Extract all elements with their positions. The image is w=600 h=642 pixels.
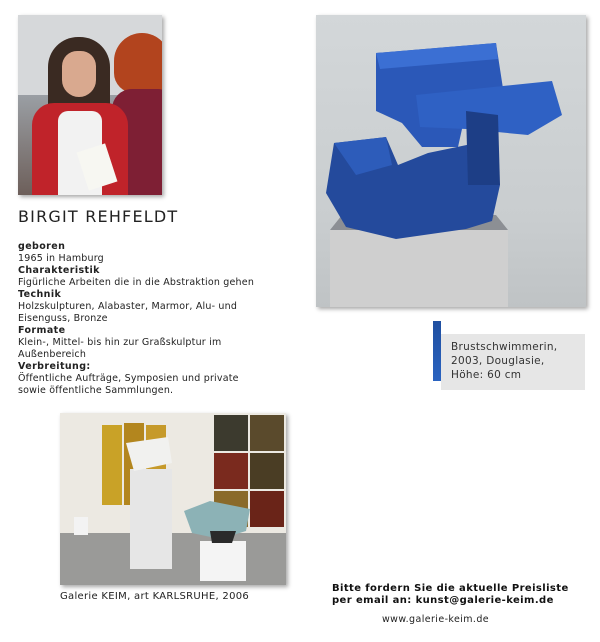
formats-heading: Formate [18,325,66,336]
artwork-caption-line: 2003, Douglasie, [451,355,545,367]
website-link[interactable]: www.galerie-keim.de [382,614,490,625]
technique-heading: Technik [18,289,62,300]
sculpture-photo [316,15,586,307]
characteristic-heading: Charakteristik [18,265,100,276]
formats-text: Klein-, Mittel- bis hin zur Graßskulptur im [18,337,222,348]
gallery-exhibition-photo [60,413,286,585]
caption-color-swatch [433,321,441,381]
artist-portrait-photo [18,15,162,195]
artwork-caption-line: Höhe: 60 cm [451,369,522,381]
price-request-line: Bitte fordern Sie die aktuelle Preisliste [332,583,569,594]
gallery-caption: Galerie KEIM, art KARLSRUHE, 2006 [60,591,250,602]
artist-name: BIRGIT REHFELDT [18,207,179,226]
artwork-caption [441,334,585,390]
price-list-request [332,583,569,607]
spread-text: sowie öffentliche Sammlungen. [18,385,174,396]
price-request-email-line[interactable]: per email an: kunst@galerie-keim.de [332,595,554,606]
spread-text: Öffentliche Aufträge, Symposien und private [18,373,239,384]
spread-heading: Verbreitung: [18,361,91,372]
formats-text: Außenbereich [18,349,87,360]
born-text: 1965 in Hamburg [18,253,104,264]
technique-text: Eisenguss, Bronze [18,313,108,324]
characteristic-text: Figürliche Arbeiten die in die Abstraktion gehen [18,277,255,288]
born-heading: geboren [18,241,66,252]
technique-text: Holzskulpturen, Alabaster, Marmor, Alu- und [18,301,238,312]
artist-bio [18,241,298,397]
artwork-caption-line: Brustschwimmerin, [451,341,558,353]
